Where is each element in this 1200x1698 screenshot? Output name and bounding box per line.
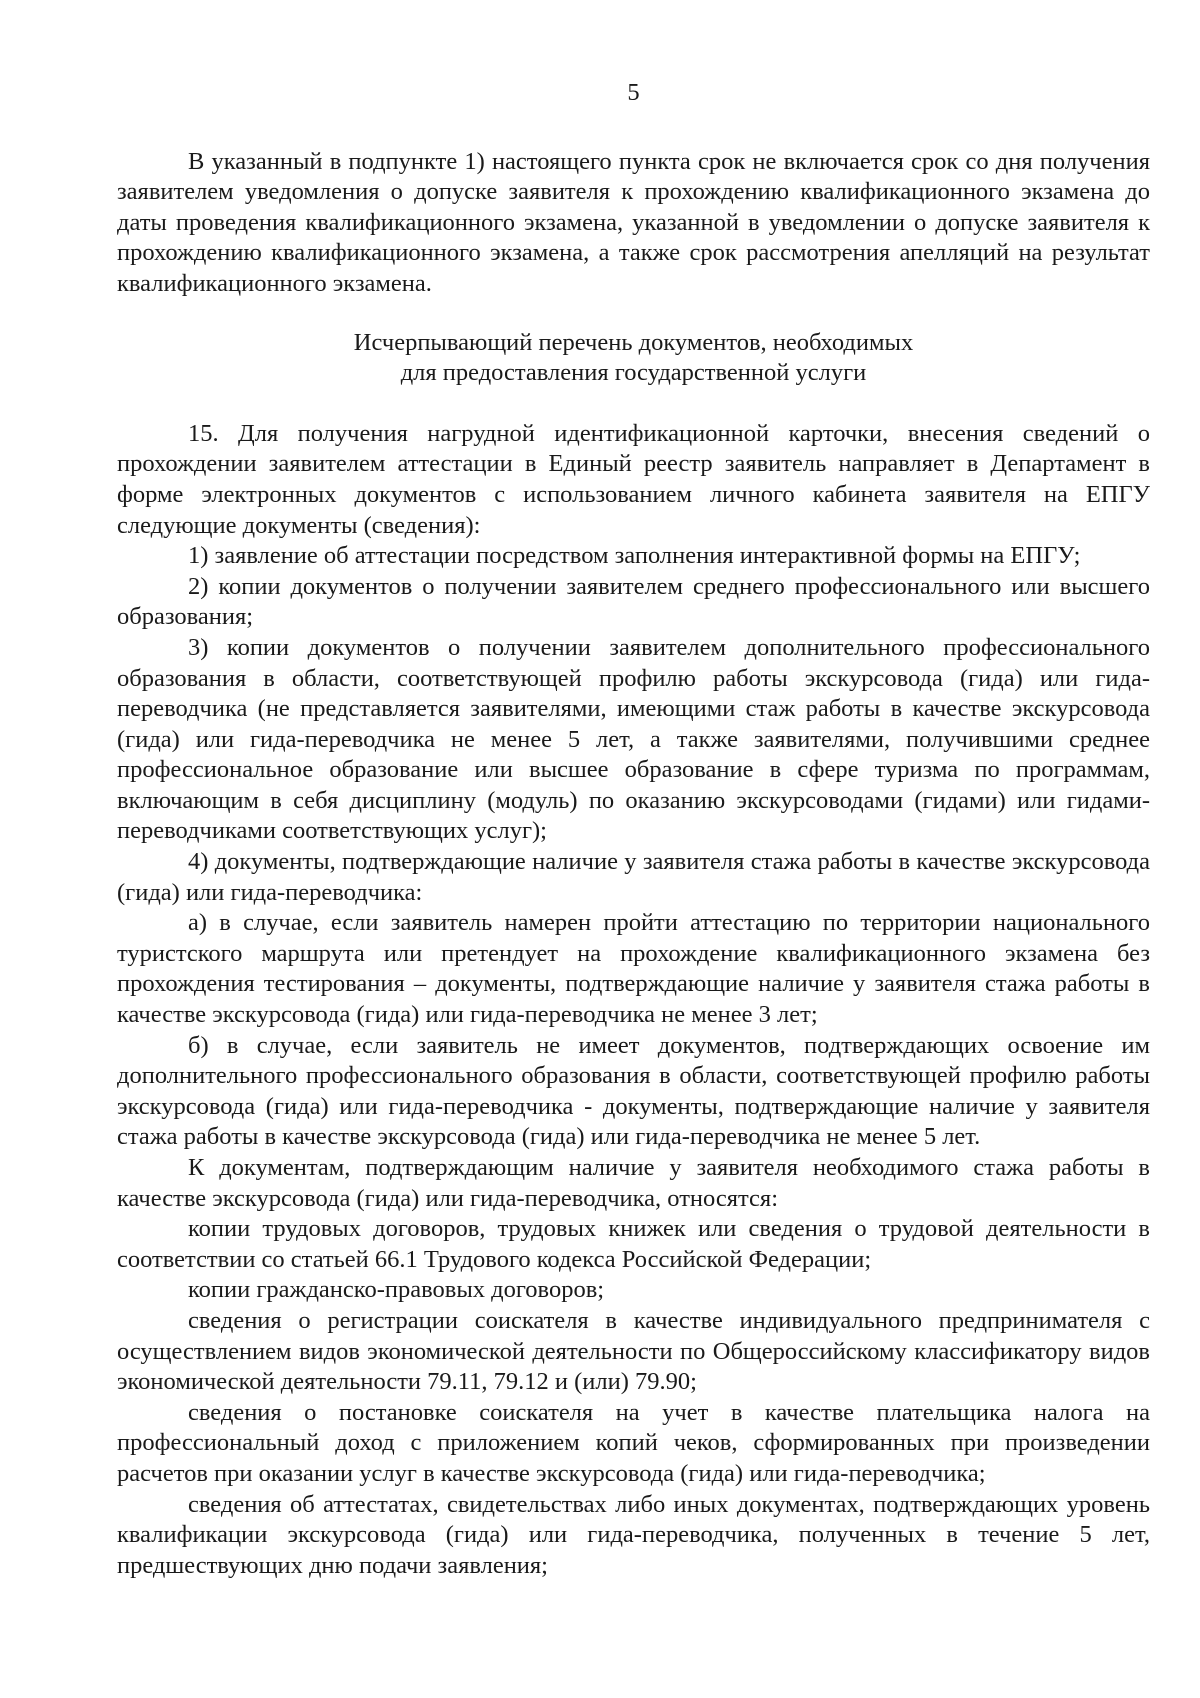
intro-paragraph: В указанный в подпункте 1) настоящего пункта срок не включается срок со дня получения заявителем уведомления о допуске заявителя к прохождению квалификационного экзамена до даты проведения квалификационного экзамена, указанной в уведомлении о допуске заявителя к прохождению квалификационного экзамена, а также срок рассмотрения апелляций на результат квалификационного экзамена. [117, 147, 1150, 297]
section-heading-line-2: для предоставления государственной услуги [400, 359, 867, 387]
list-item-4a: а) в случае, если заявитель намерен пройти аттестацию по территории национального туристского маршрута или претендует на прохождение квалификационного экзамена без прохождения тестирования – документы, подтверждающие наличие у заявителя стажа работы в качестве экскурсовода (гида) или гида-переводчика не менее 3 лет; [117, 909, 1150, 1029]
experience-doc-certificates: сведения об аттестатах, свидетельствах либо иных документах, подтверждающих уровень квалификации экскурсовода (гида) или гида-переводчика, полученных в течение 5 лет, предшествующих дню подачи заявления; [117, 1490, 1150, 1579]
list-item-3: 3) копии документов о получении заявителем дополнительного профессионального образования в области, соответствующей профилю работы экскурсовода (гида) или гида-переводчика (не представляется заявителями, имеющими стаж работы в качестве экскурсовода (гида) или гида-переводчика не менее 5 лет, а также заявителями, получившими среднее профессиональное образование или высшее образование в сфере туризма по программам, включающим в себя дисциплину (модуль) по оказанию экскурсоводами (гидами) или гидами-переводчиками соответствующих услуг); [117, 633, 1150, 845]
experience-doc-civil-contracts: копии гражданско-правовых договоров; [188, 1276, 605, 1304]
page-number: 5 [627, 79, 640, 106]
section-heading-line-1: Исчерпывающий перечень документов, необходимых [353, 328, 914, 356]
experience-doc-entrepreneur: сведения о регистрации соискателя в качестве индивидуального предпринимателя с осуществлением видов экономической деятельности по Общероссийскому классификатору видов экономической деятельности 79.11, 79.12 и (или) 79.90; [117, 1306, 1150, 1396]
experience-doc-employment: копии трудовых договоров, трудовых книжек или сведения о трудовой деятельности в соответствии со статьей 66.1 Трудового кодекса Российской Федерации; [117, 1215, 1150, 1273]
list-item-4b: б) в случае, если заявитель не имеет документов, подтверждающих освоение им дополнительного профессионального образования в области, соответствующей профилю работы экскурсовода (гида) или гида-переводчика - документы, подтверждающие наличие у заявителя стажа работы в качестве экскурсовода (гида) или гида-переводчика не менее 5 лет. [117, 1031, 1150, 1151]
paragraph-15: 15. Для получения нагрудной идентификационной карточки, внесения сведений о прохождении заявителем аттестации в Единый реестр заявитель направляет в Департамент в форме электронных документов с использованием личного кабинета заявителя на ЕПГУ следующие документы (сведения): [117, 419, 1150, 539]
section-heading [117, 328, 1150, 389]
document-page [117, 78, 1150, 1581]
list-item-1: 1) заявление об аттестации посредством заполнения интерактивной формы на ЕПГУ; [188, 542, 1081, 570]
list-item-4: 4) документы, подтверждающие наличие у заявителя стажа работы в качестве экскурсовода (гида) или гида-переводчика: [117, 848, 1150, 906]
list-item-2: 2) копии документов о получении заявителем среднего профессионального или высшего образования; [117, 572, 1150, 631]
experience-doc-self-employed: сведения о постановке соискателя на учет в качестве плательщика налога на профессиональный доход с приложением копий чеков, сформированных при произведении расчетов при оказании услуг в качестве экскурсовода (гида) или гида-переводчика; [117, 1398, 1150, 1487]
experience-documents-intro: К документам, подтверждающим наличие у заявителя необходимого стажа работы в качестве экскурсовода (гида) или гида-переводчика, относятся: [117, 1154, 1150, 1212]
